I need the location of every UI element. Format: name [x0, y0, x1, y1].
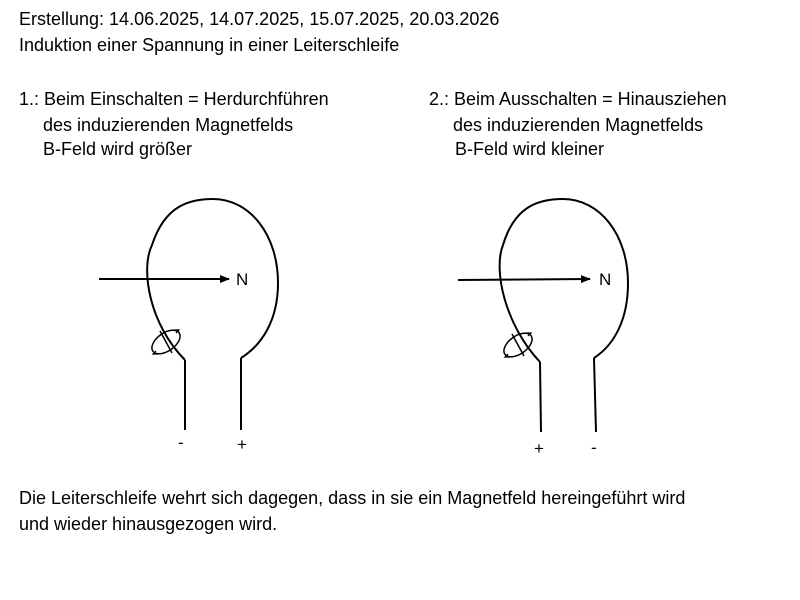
case-2-line-3: B-Feld wird kleiner: [455, 139, 605, 159]
case-2-heading: 2.: Beim Ausschalten = Hinausziehen: [429, 89, 727, 109]
magnet-arrow-2: [458, 279, 590, 280]
conclusion-line-2: und wieder hinausgezogen wird.: [19, 514, 278, 534]
case-2-line-2: des induzierenden Magnetfelds: [453, 115, 704, 135]
conductor-loop-2: [500, 199, 628, 432]
creation-dates: Erstellung: 14.06.2025, 14.07.2025, 15.07.2025, 20.03.2026: [19, 9, 500, 29]
north-pole-label-2: N: [599, 270, 612, 289]
terminal-label-2-left: +: [534, 439, 544, 458]
terminal-label-1-right: +: [237, 435, 247, 454]
case-1-line-3: B-Feld wird größer: [43, 139, 193, 159]
north-pole-label-1: N: [236, 270, 249, 289]
terminal-label-1-left: -: [178, 433, 184, 452]
case-1-line-2: des induzierenden Magnetfelds: [43, 115, 294, 135]
conductor-loop-1: [147, 199, 278, 430]
loop-2-lead-right: [594, 358, 596, 432]
conclusion-line-1: Die Leiterschleife wehrt sich dagegen, dass in sie ein Magnetfeld hereingeführt wird: [19, 488, 686, 508]
loop-2-lead-left: [540, 362, 541, 432]
page-title: Induktion einer Spannung in einer Leiterschleife: [19, 35, 400, 55]
terminal-label-2-right: -: [591, 438, 597, 457]
case-1-heading: 1.: Beim Einschalten = Herdurchführen: [19, 89, 329, 109]
